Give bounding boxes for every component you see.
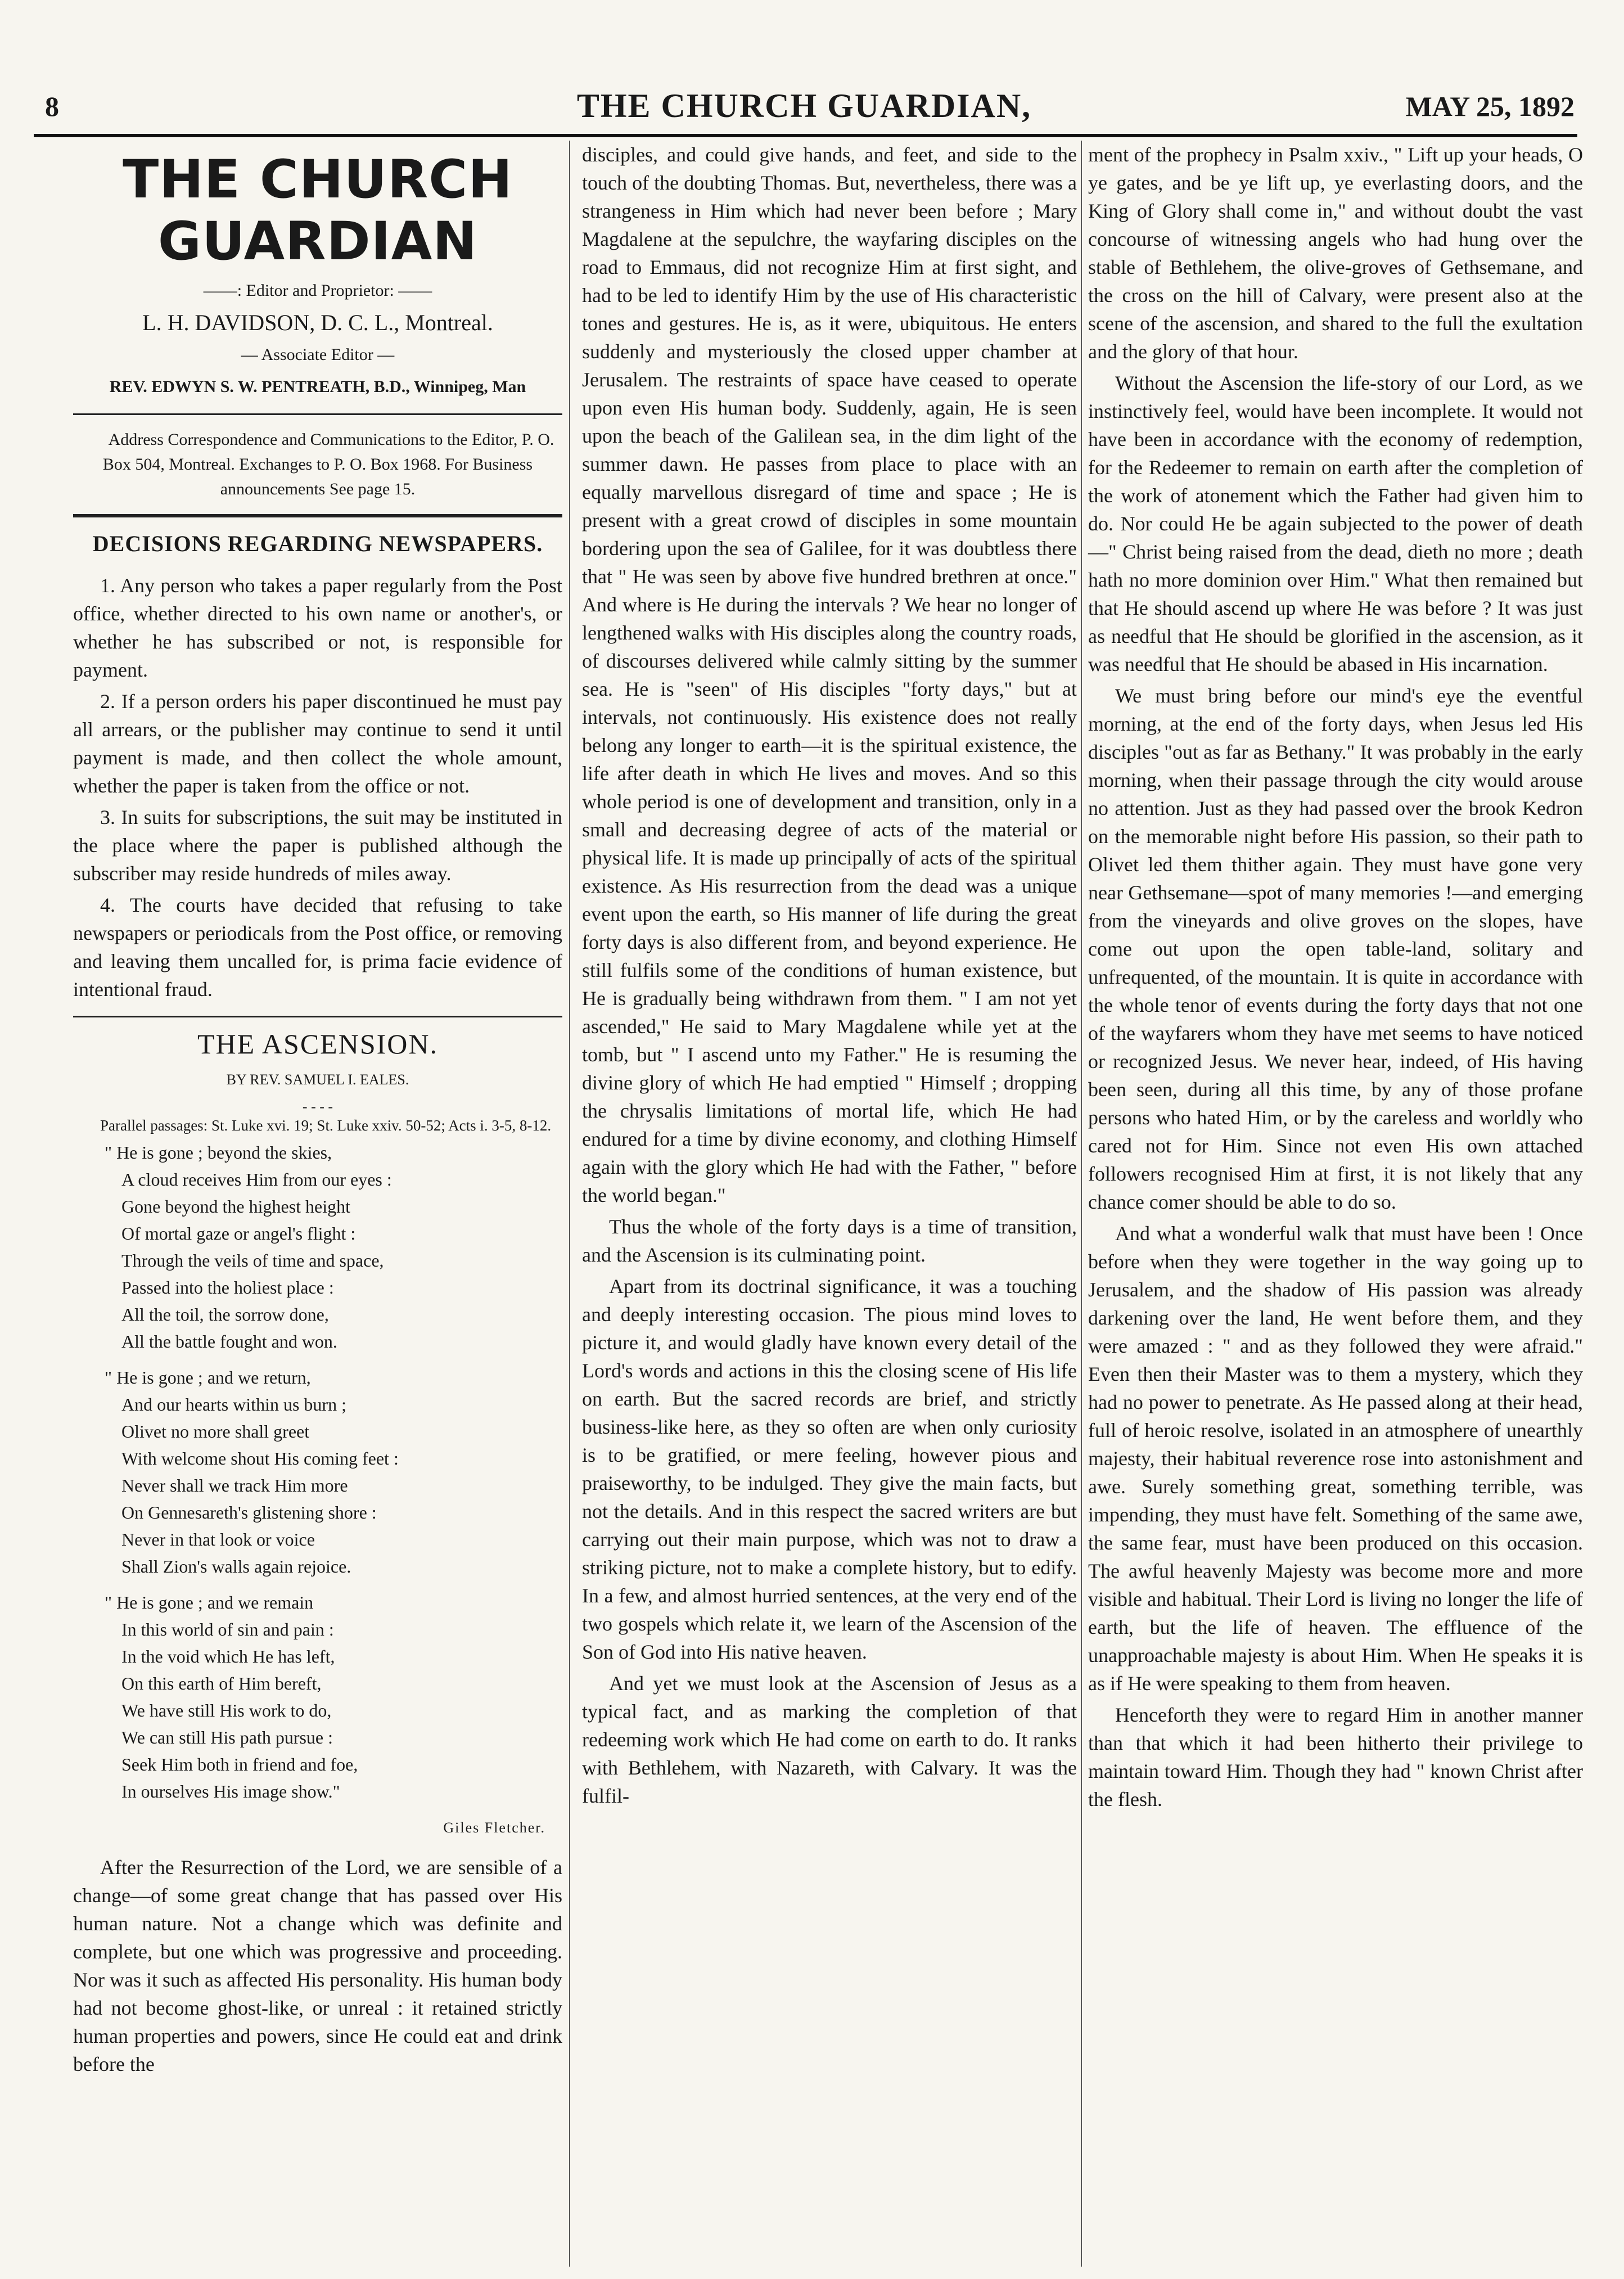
poem-line: Gone beyond the highest height bbox=[121, 1196, 351, 1217]
article-paragraph: After the Resurrection of the Lord, we are sensible of a change—of some great change that has passed over His human nature. Not a change which was definite and complete, but one which was progressive and proceeding. Nor was it such as affected His personality. His human body had not become ghost-like, or unreal : it retained strictly human properties and powers, since He could eat and drink before the bbox=[73, 1856, 562, 2075]
decisions-heading: DECISIONS REGARDING NEWSPAPERS. bbox=[92, 531, 543, 556]
poem-line: In this world of sin and pain : bbox=[121, 1619, 334, 1640]
associate-label: — Associate Editor — bbox=[241, 345, 395, 364]
column-1 bbox=[73, 143, 562, 2082]
poem-stanza bbox=[105, 1364, 562, 1580]
poem-line: In the void which He has left, bbox=[121, 1646, 335, 1667]
section-rule bbox=[73, 1016, 562, 1017]
header-rule bbox=[34, 134, 1577, 137]
page-number: 8 bbox=[45, 91, 59, 122]
poem-author: Giles Fletcher. bbox=[443, 1819, 545, 1836]
column-rule-2 bbox=[1081, 141, 1082, 2267]
poem-line: Passed into the holiest place : bbox=[121, 1277, 334, 1298]
poem-line: Through the veils of time and space, bbox=[121, 1250, 384, 1271]
article-paragraph: ment of the prophecy in Psalm xxiv., " Lift up your heads, O ye gates, and be ye lift up, ye everlasting doors, and the King of Glory shall come in," and without doubt the vast concourse of witnessing angels who had hung over the stable of Bethlehem, the olive-groves of Gethsemane, and the cross on the hill of Calvary, were present also at the scene of the ascension, and shared to the full the exultation and the glory of that hour. bbox=[1088, 143, 1583, 363]
poem-line: Olivet no more shall greet bbox=[121, 1421, 310, 1442]
poem-line: " He is gone ; and we return, bbox=[105, 1367, 311, 1388]
poem-line: We can still His path pursue : bbox=[121, 1727, 333, 1747]
address-notice: Address Correspondence and Communications to the Editor, P. O. Box 504, Montreal. Exchanges to P. O. Box 1968. For Business announcements See page 15. bbox=[102, 430, 554, 498]
poem-line: We have still His work to do, bbox=[121, 1700, 332, 1720]
masthead-rule bbox=[73, 413, 562, 415]
editor-label: ——: Editor and Proprietor: —— bbox=[203, 281, 432, 300]
poem-line: With welcome shout His coming feet : bbox=[121, 1448, 399, 1469]
poem-line: " He is gone ; beyond the skies, bbox=[105, 1142, 332, 1163]
column-3 bbox=[1088, 141, 1583, 1817]
poem-stanza bbox=[105, 1589, 562, 1805]
section-rule bbox=[73, 514, 562, 517]
poem-line: On Gennesareth's glistening shore : bbox=[121, 1502, 377, 1523]
article-paragraph: Without the Ascension the life-story of our Lord, as we instinctively feel, would have been incomplete. It would not have been in accordance with the economy of redemption, for the Redeemer to remain on earth after the completion of the work of atonement which the Father had given him to do. Nor could He be again subjected to the power of death—" Christ being raised from the dead, dieth no more ; death hath no more dominion over Him." What then remained but that He should ascend up where He was before ? It was just as needful that He should be glorified in the ascension, as it was needful that He should be abased in His incarnation. bbox=[1088, 372, 1583, 675]
poem-line: All the toil, the sorrow done, bbox=[121, 1304, 329, 1325]
poem-line: On this earth of Him bereft, bbox=[121, 1673, 322, 1694]
poem-line: " He is gone ; and we remain bbox=[105, 1592, 314, 1613]
poem-line: Seek Him both in friend and foe, bbox=[121, 1754, 358, 1774]
article-paragraph: Henceforth they were to regard Him in another manner than that which it had been hitherto their privilege to maintain toward Him. Though they had " known Christ after the flesh. bbox=[1088, 1704, 1583, 1810]
associate-name: REV. EDWYN S. W. PENTREATH, B.D., Winnipeg, Man bbox=[109, 377, 526, 396]
editor-name: L. H. DAVIDSON, D. C. L., Montreal. bbox=[142, 310, 493, 335]
byline-separator: - - - - bbox=[302, 1098, 333, 1115]
page-header bbox=[34, 84, 1575, 135]
column-2 bbox=[582, 141, 1077, 1813]
poem-line: Of mortal gaze or angel's flight : bbox=[121, 1223, 356, 1244]
article-paragraph: We must bring before our mind's eye the eventful morning, at the end of the forty days, when Jesus led His disciples "out as far as Bethany." It was probably in the early morning, when their passage through the city would arouse no attention. Just as they had passed over the brook Kedron on the memorable night before His passion, so their path to Olivet led them thither again. They must have gone very near Gethsemane—spot of many memories !—and emerging from the vineyards and olive groves on the slopes, have come out upon the open table-land, solitary and unfrequented, of the mountain. It is quite in accordance with the whole tenor of events during the forty days that not one of the wayfarers whom they have met seems to have noticed or recognized Jesus. We never hear, indeed, of His having been seen, during all this time, by any of those profane persons who hated Him, or by the careless and worldly who cared not for Him. Since not even His own attached followers recognised Him at first, it is not likely that any chance comer should be able to do so. bbox=[1088, 684, 1583, 1213]
running-title: THE CHURCH GUARDIAN, bbox=[576, 87, 1032, 124]
masthead-title: THE CHURCH GUARDIAN bbox=[123, 149, 513, 272]
article-paragraph: Apart from its doctrinal significance, it was a touching and deeply interesting occasion. The pious mind loves to picture it, and would gladly have known every detail of the Lord's words and actions in this the closing scene of His life on earth. But the sacred records are brief, and strictly business-like here, as they so often are when only curiosity is to be gratified, or mere feeling, however pious and praiseworthy, to be indulged. They give the main facts, but not the details. And in this respect the sacred writers are but carrying out their main purpose, which was not to draw a striking picture, not to make a complete history, but to edify. In a few, and almost hurried sentences, at the very end of the two gospels which relate it, we learn of the Ascension of the Son of God into His native heaven. bbox=[582, 1275, 1077, 1663]
poem-line: Shall Zion's walls again rejoice. bbox=[121, 1556, 351, 1577]
poem-line: Never in that look or voice bbox=[121, 1529, 315, 1550]
article-paragraph: And yet we must look at the Ascension of Jesus as a typical fact, and as marking the completion of that redeeming work which He had come on earth to do. It ranks with Bethlehem, with Nazareth, with Calvary. It was the fulfil- bbox=[582, 1672, 1077, 1807]
article-title: THE ASCENSION. bbox=[197, 1028, 439, 1060]
article-byline: BY REV. SAMUEL I. EALES. bbox=[226, 1071, 409, 1088]
article-paragraph: And what a wonderful walk that must have been ! Once before when they were together in the way going up to Jerusalem, and the shadow of His passion was already darkening over the land, He went before them, and they were amazed : " and as they followed they were afraid." Even then their Master was to them a mystery, which they had no power to penetrate. As He passed along at their head, full of heroic resolve, isolated in an atmosphere of unearthly majesty, their habitual reverence rose into astonishment and awe. Surely something great, something terrible, was impending, they must have felt. Something of the same awe, the same fear, must have been produced on this occasion. The awful heavenly Majesty was become more and more visible and habitual. Their Lord is living no longer the life of earth, but the life of heaven. The effluence of the unapproachable majesty is about Him. When He speaks it is as if He were speaking to them from heaven. bbox=[1088, 1222, 1583, 1695]
decision-item: 3. In suits for subscriptions, the suit may be instituted in the place where the paper is published although the subscriber may reside hundreds of miles away. bbox=[73, 806, 562, 885]
article-paragraph: Thus the whole of the forty days is a time of transition, and the Ascension is its culminating point. bbox=[582, 1215, 1077, 1266]
poem-line: And our hearts within us burn ; bbox=[121, 1394, 346, 1415]
poem-line: All the battle fought and won. bbox=[121, 1331, 337, 1352]
poem-stanza bbox=[105, 1139, 562, 1355]
poem-line: Never shall we track Him more bbox=[121, 1475, 348, 1496]
decision-item: 4. The courts have decided that refusing to take newspapers or periodicals from the Post office, or removing and leaving them uncalled for, is prima facie evidence of intentional fraud. bbox=[73, 894, 562, 1001]
column-rule-1 bbox=[569, 141, 570, 2267]
decision-item: 2. If a person orders his paper discontinued he must pay all arrears, or the publisher may continue to send it until payment is made, and then collect the whole amount, whether the paper is taken from the office or not. bbox=[73, 690, 562, 797]
article-paragraph: disciples, and could give hands, and feet, and side to the touch of the doubting Thomas. But, nevertheless, there was a strangeness in Him which had never been before ; Mary Magdalene at the sepulchre, the wayfaring disciples on the road to Emmaus, did not recognize Him at first sight, and had to be led to identify Him by the use of His characteristic tones and gestures. He is, as it were, ubiquitous. He enters suddenly and mysteriously the closed upper chamber at Jerusalem. The restraints of space have ceased to operate upon even His human body. Suddenly, again, He is seen upon the beach of the Galilean sea, in the dim light of the summer dawn. He passes from place to place with an equally marvellous disregard of time and space ; He is present with a great crowd of disciples in some mountain bordering upon the sea of Galilee, for it was doubtless there that " He was seen by above five hundred brethren at once." And where is He during the intervals ? We hear no longer of lengthened walks with His disciples along the country roads, of discourses delivered while calmly sitting by the summer sea. He is "seen" of His disciples "forty days," but at intervals, not continuously. His existence does not really belong any longer to earth—it is the spiritual existence, the life after death in which He lives and moves. And so this whole period is one of development and transition, only in a small and decreasing degree of acts of the material or physical life. It is made up principally of acts of the spiritual existence. As His resurrection from the dead was a unique event upon the earth, so His manner of life during the great forty days is also different from, and beyond experience. He still fulfils some of the conditions of human existence, but He is gradually being withdrawn from them. " I am not yet ascended," He said to Mary Magdalene while yet at the tomb, but " I ascend unto my Father." He is resuming the divine glory of which He had emptied " Himself ; dropping the chrysalis limitations of mortal life, which He had endured for a time by divine economy, and clothing Himself again with the glory which He had with the Father, " before the world began." bbox=[582, 143, 1077, 1206]
decision-item: 1. Any person who takes a paper regularly from the Post office, whether directed to his own name or another's, or whether he has subscribed or not, is responsible for payment. bbox=[73, 574, 562, 681]
poem-line: A cloud receives Him from our eyes : bbox=[121, 1169, 392, 1190]
poem-line: In ourselves His image show." bbox=[121, 1781, 340, 1801]
parallel-passages: Parallel passages: St. Luke xvi. 19; St. Luke xxiv. 50-52; Acts i. 3-5, 8-12. bbox=[100, 1117, 552, 1134]
issue-date: MAY 25, 1892 bbox=[1405, 91, 1575, 122]
